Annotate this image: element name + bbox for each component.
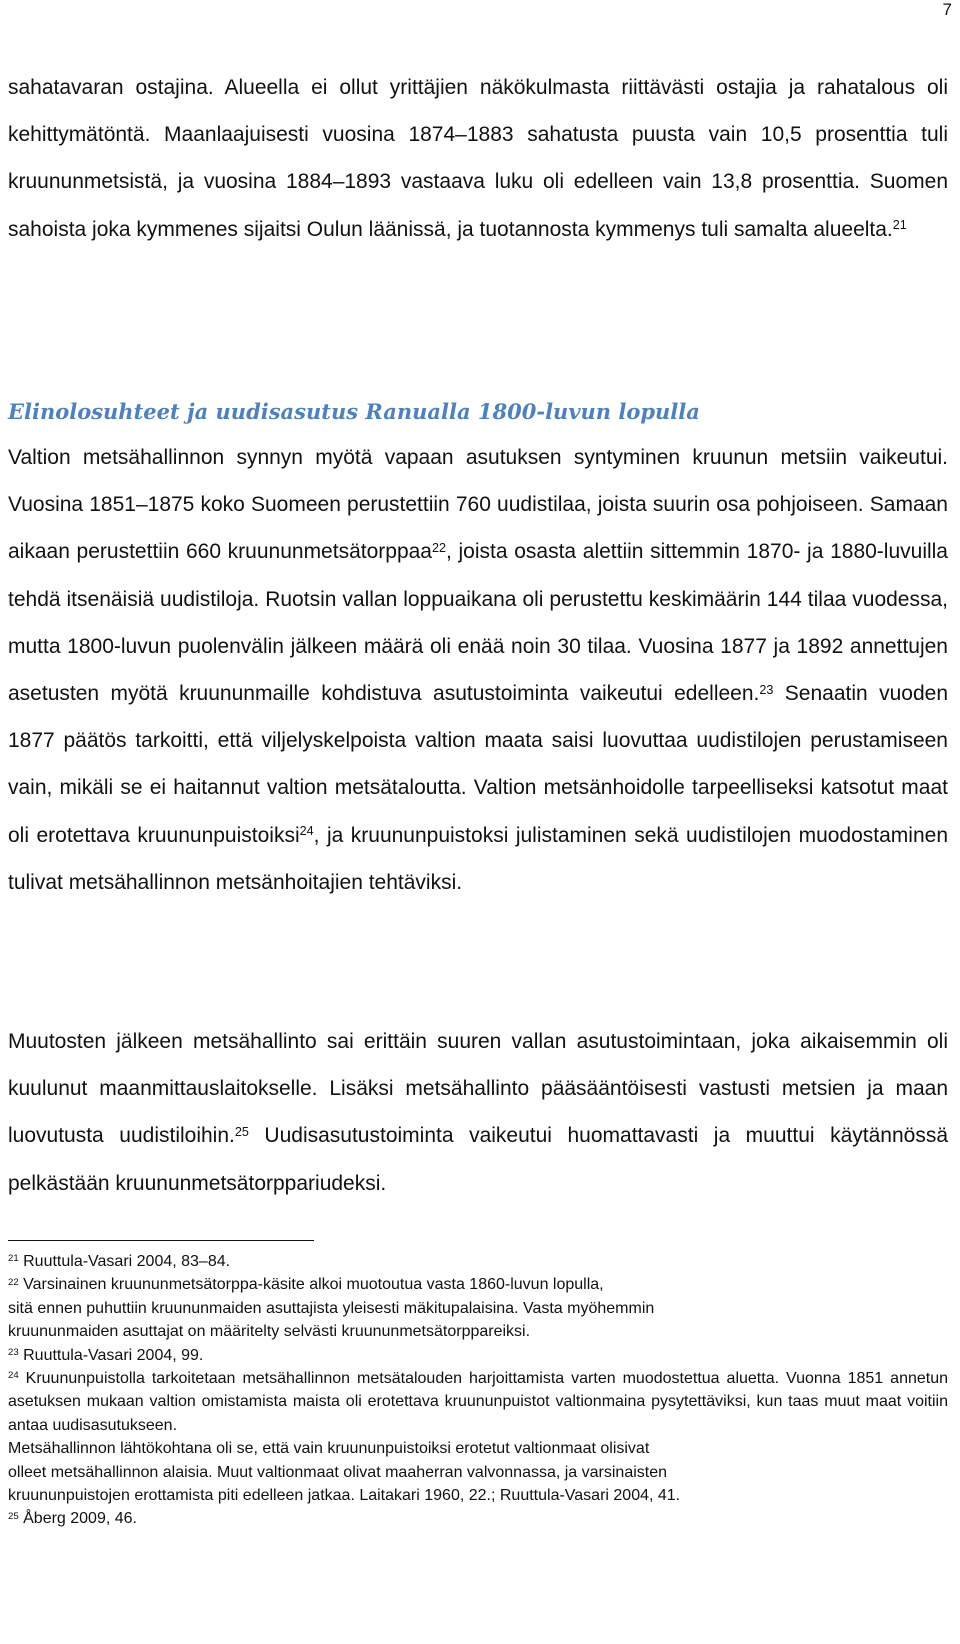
footnote-line: sitä ennen puhuttiin kruununmaiden asuttajista yleisesti mäkitupalaisina. Vasta myöhemmin xyxy=(8,1299,655,1317)
footnote-24 xyxy=(8,1367,948,1507)
footnote-number: 22 xyxy=(8,1276,19,1288)
footnote-line: Kruununpuistolla tarkoitetaan metsähallinnon metsätalouden harjoittamista varten muodostettua aluetta. Vuonna 1851 annetun asetuksen mukaan valtion omistamista maista oli erotettava kruununpuistot valtionmaina pysytettäviksi, kun taas muut maat voitiin antaa uudisasutukseen. xyxy=(8,1370,948,1434)
footnote-number: 25 xyxy=(8,1510,19,1522)
footnote-21 xyxy=(8,1250,948,1273)
footnote-text: Åberg 2009, 46. xyxy=(18,1510,137,1528)
footnote-line: olleet metsähallinnon alaisia. Muut valtionmaat olivat maaherran valvonnassa, ja varsinaisten xyxy=(8,1463,668,1481)
footnote-text: Ruuttula-Vasari 2004, 83–84. xyxy=(18,1253,231,1270)
page-number: 7 xyxy=(942,0,952,19)
footnote-number: 24 xyxy=(8,1370,19,1382)
footnote-line: kruununpuistojen erottamista piti edelleen jatkaa. Laitakari 1960, 22.; Ruuttula-Vasari 2004, 41. xyxy=(8,1487,681,1505)
footnote-ref-23[interactable]: 23 xyxy=(759,682,774,697)
paragraph-3 xyxy=(8,1018,948,1207)
paragraph-3-text-b: Uudisasutustoiminta vaikeutui huomattavasti ja muuttui käytännössä pelkästään kruununmetsätorppariudeksi. xyxy=(8,1124,948,1195)
paragraph-2-text-d: , ja kruununpuistoksi julistaminen sekä uudistilojen muodostaminen tulivat metsähallinnon metsänhoitajien tehtäviksi. xyxy=(8,823,948,894)
paragraph-2 xyxy=(8,434,948,906)
footnote-ref-21[interactable]: 21 xyxy=(892,218,907,233)
paragraph-2-text-b: , joista osasta alettiin sittemmin 1870- ja 1880-luvuilla tehdä itsenäisiä uudistiloja. Ruotsin vallan loppuaikana oli perustettu keskimäärin 144 tilaa vuodessa, mutta 1800-luvun puolenvälin jälkeen määrä oli enää noin 30 tilaa. Vuosina 1877 ja 1892 annettujen asetusten myötä kruununmaille kohdistuva asutustoiminta vaikeutui edelleen. xyxy=(8,540,948,706)
paragraph-2-text-c: Senaatin vuoden 1877 päätös tarkoitti, että viljelyskelpoista valtion maata saisi luovuttaa uudistilojen perustamiseen vain, mikäli se ei haitannut valtion metsätaloutta. Valtion metsänhoidolle tarpeelliseksi katsotut maat oli erotettava kruununpuistoiksi xyxy=(8,682,949,847)
paragraph-3-text-a: Muutosten jälkeen metsähallinto sai erittäin suuren vallan asutustoimintaan, joka aikaisemmin oli kuulunut maanmittauslaitokselle. Lisäksi metsähallinto pääsääntöisesti vastusti metsien ja maan luovutusta uudistiloihin. xyxy=(8,1030,948,1148)
footnote-line: kruununmaiden asuttajat on määritelty selvästi kruununmetsätorppareiksi. xyxy=(8,1323,531,1341)
footnote-25 xyxy=(8,1507,948,1530)
paragraph-1 xyxy=(8,64,948,253)
paragraph-1-text: sahatavaran ostajina. Alueella ei ollut yrittäjien näkökulmasta riittävästi ostajia ja rahatalous oli kehittymätöntä. Maanlaajuisesti vuosina 1874–1883 sahatusta puusta vain 10,5 prosenttia tuli kruununmetsistä, ja vuosina 1884–1893 vastaava luku oli edelleen vain 13,8 prosenttia. Suomen sahoista joka kymmenes sijaitsi Oulun läänissä, ja tuotannosta kymmenys tuli samalta alueelta. xyxy=(8,76,948,241)
footnote-ref-25[interactable]: 25 xyxy=(234,1125,249,1140)
footnote-separator xyxy=(8,1240,314,1241)
footnote-ref-22[interactable]: 22 xyxy=(431,541,446,556)
footnote-23 xyxy=(8,1344,948,1367)
footnote-line: Metsähallinnon lähtökohtana oli se, että vain kruununpuistoiksi erotetut valtionmaat olisivat xyxy=(8,1440,650,1458)
footnote-number: 21 xyxy=(8,1253,19,1265)
footnote-line: Varsinainen kruununmetsätorppa-käsite alkoi muotoutua vasta 1860-luvun lopulla, xyxy=(18,1276,604,1294)
footnote-22 xyxy=(8,1273,948,1343)
section-heading: Elinolosuhteet ja uudisasutus Ranualla 1800-luvun lopulla xyxy=(8,399,700,424)
footnotes xyxy=(8,1250,948,1531)
footnote-text: Ruuttula-Vasari 2004, 99. xyxy=(18,1346,204,1364)
paragraph-2-text-a: Valtion metsähallinnon synnyn myötä vapaan asutuksen syntyminen kruunun metsiin vaikeutui. Vuosina 1851–1875 koko Suomeen perustettiin 760 uudistilaa, joista suurin osa pohjoiseen. Samaan aikaan perustettiin 660 kruununmetsätorppaa xyxy=(8,446,948,564)
footnote-ref-24[interactable]: 24 xyxy=(299,824,314,839)
footnote-number: 23 xyxy=(8,1346,19,1358)
